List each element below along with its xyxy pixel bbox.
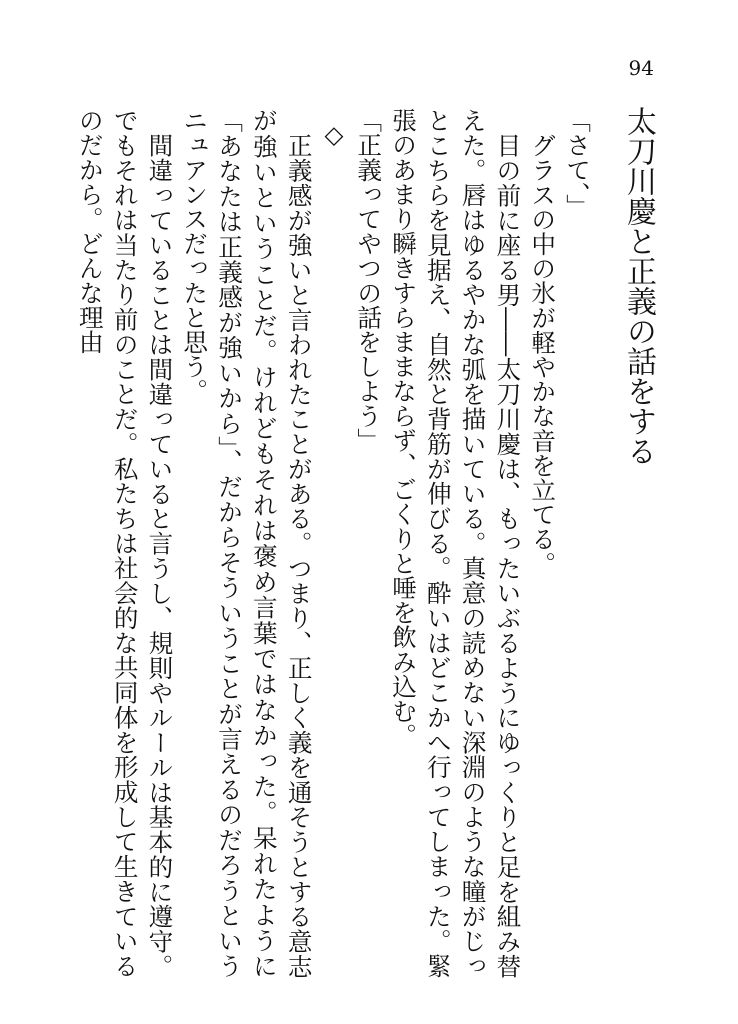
page-number: 94 (628, 56, 654, 80)
scene-break-diamond: ◇ (319, 120, 349, 150)
dialogue-line: 「正義ってやつの話をしよう」 (354, 108, 384, 453)
paragraph: グラスの中の氷が軽やかな音を立てる。 (528, 132, 558, 576)
chapter-title: 太刀川慶と正義の話をする (621, 106, 656, 466)
paragraph: 間違っていることは間違っていると言うし、規則やルールは基本的に遵守。でもそれは当たり前のことだ。私たちは社会的な共同体を形成して生きているのだから。どんな理由 (75, 108, 175, 978)
dialogue-line: 「さて、」 (563, 108, 592, 219)
paragraph: 正義感が強いと言われたことがある。つまり、正しく義を通そうとする意志が強いということだ。けれどもそれは褒め言葉ではなかった。呆れたように「あなたは正義感が強いから」、だからそういうことが言えるのだろうというニュアンスだったと思う。 (180, 108, 314, 978)
body-text (75, 108, 594, 978)
paragraph: 目の前に座る男――太刀川慶は、もったいぶるようにゆっくりと足を組み替えた。唇はゆるやかな弧を描いている。真意の読めない深淵のような瞳がじっとこちらを見据え、自然と背筋が伸びる。酔いはどこかへ行ってしまった。緊張のあまり瞬きすらままならず、ごくりと唾を飲み込む。 (389, 108, 523, 978)
